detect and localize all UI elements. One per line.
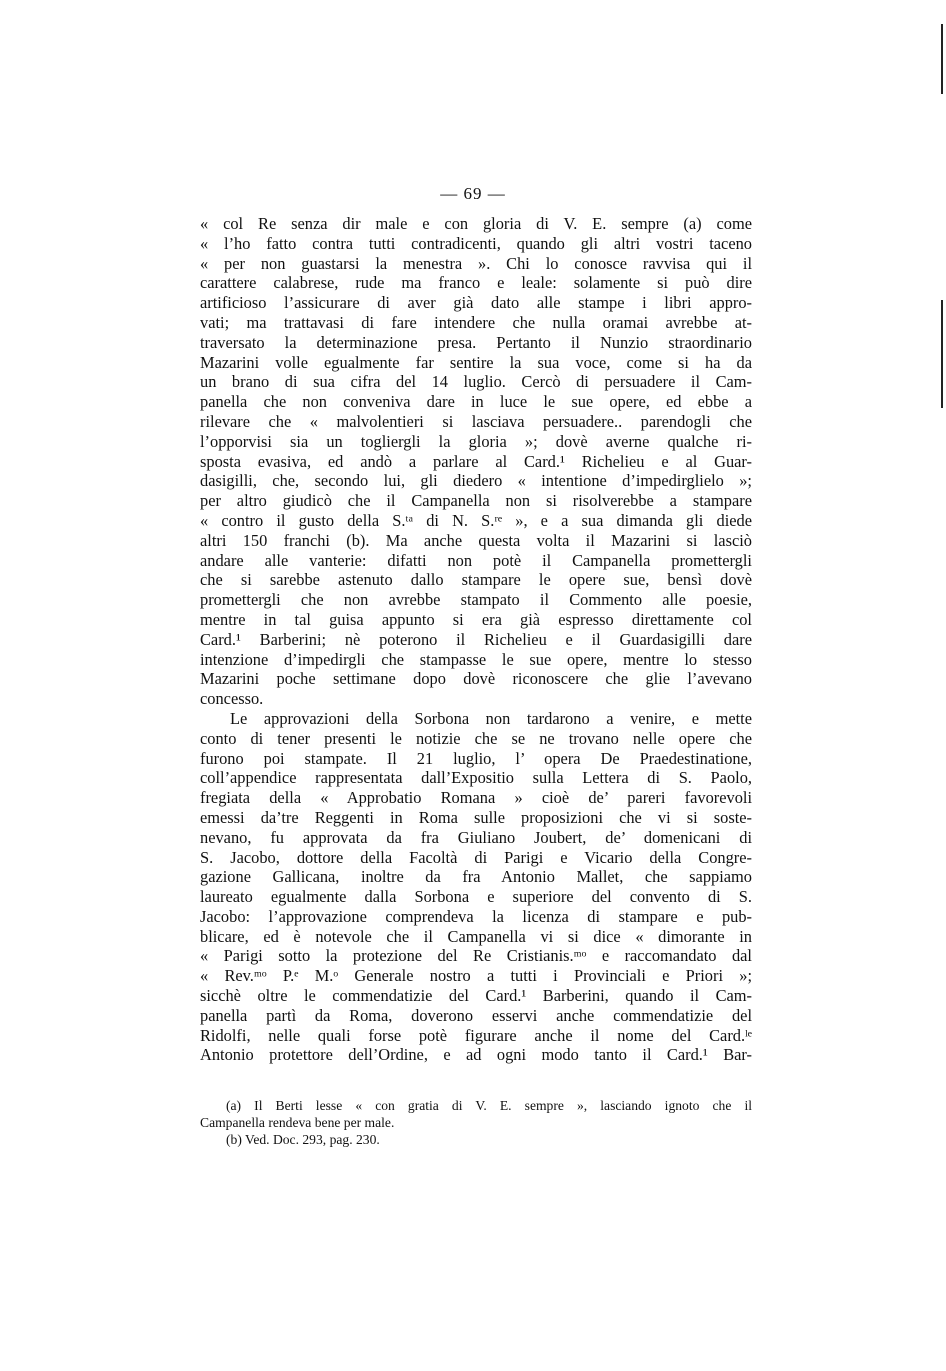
text-line: nevano, fu approvata da fra Giuliano Joubert, de’ domenicani di bbox=[200, 827, 752, 847]
text-line: « col Re senza dir male e con gloria di V. E. sempre (a) come bbox=[200, 214, 752, 233]
page-number: — 69 — bbox=[440, 184, 506, 203]
text-line: blicare, ed è notevole che il Campanella vi si dice « dimorante in bbox=[200, 926, 752, 946]
text-line: rilevare che « malvolentieri si lasciava persuadere.. parendogli che bbox=[200, 411, 752, 431]
text-line: promettergli che non avrebbe stampato il Commento alle poesie, bbox=[200, 590, 752, 610]
text-line: emessi da’tre Reggenti in Roma sulle proposizioni che vi si soste- bbox=[200, 807, 752, 827]
page-edge-mark-mid bbox=[941, 300, 943, 408]
text-line: « per non guastarsi la menestra ». Chi lo conosce ravvisa qui il bbox=[200, 253, 752, 273]
text-line: « Parigi sotto la protezione del Re Cristianis.ᵐᵒ e raccomandato dal bbox=[200, 946, 752, 966]
text-line: un brano di sua cifra del 14 luglio. Cercò di persuadere il Cam- bbox=[200, 372, 752, 392]
text-line: laureato egualmente dalla Sorbona e superiore del convento di S. bbox=[200, 887, 752, 907]
text-line: traversato la determinazione presa. Pertanto il Nunzio straordinario bbox=[200, 332, 752, 352]
footnote-a: (a) Il Berti lesse « con gratia di V. E. sempre », lasciando ignoto che il bbox=[226, 1098, 752, 1113]
text-line: sicchè oltre le commendatizie del Card.¹ Barberini, quando il Cam- bbox=[200, 986, 752, 1006]
text-line: Mazarini poche settimane dopo dovè riconoscere che glie l’avevano bbox=[200, 669, 752, 689]
footnote-a-continuation: Campanella rendeva bene per male. bbox=[200, 1115, 395, 1130]
text-line: panella che non conveniva dare in luce le sue opere, ed ebbe a bbox=[200, 392, 752, 412]
text-line: l’opporvisi sia un togliergli la gloria »; dovè averne qualche ri- bbox=[200, 431, 752, 451]
text-line: andare alle vanterie: difatti non potè il Campanella promettergli bbox=[200, 550, 752, 570]
text-line: gazione Gallicana, inoltre da fra Antonio Mallet, che sappiamo bbox=[200, 867, 752, 887]
text-line: altri 150 franchi (b). Ma anche questa volta il Mazarini si lasciò bbox=[200, 530, 752, 550]
text-line: dasigilli, che, secondo lui, gli diedero « intentione d’impedirglielo »; bbox=[200, 471, 752, 491]
text-line: per altro giudicò che il Campanella non si risolverebbe a stampare bbox=[200, 491, 752, 511]
text-line: Le approvazioni della Sorbona non tardarono a venire, e mette bbox=[230, 708, 752, 728]
text-line: Card.¹ Barberini; nè poterono il Richelieu e il Guardasigilli dare bbox=[200, 629, 752, 649]
text-line: S. Jacobo, dottore della Facoltà di Parigi e Vicario della Congre- bbox=[200, 847, 752, 867]
text-line: mentre in tal guisa appunto si era già espresso direttamente col bbox=[200, 609, 752, 629]
text-line: Jacobo: l’approvazione comprendeva la licenza di stampare e pub- bbox=[200, 906, 752, 926]
text-line: Mazarini volle egualmente far sentire la sua voce, come si ha da bbox=[200, 352, 752, 372]
text-line: panella partì da Roma, doverono esservi anche commendatizie del bbox=[200, 1005, 752, 1025]
text-line: Ridolfi, nelle quali forse potè figurare anche il nome del Card.ˡᵉ bbox=[200, 1025, 752, 1045]
text-line: sposta evasiva, ed andò a parlare al Card.¹ Richelieu e al Guar- bbox=[200, 451, 752, 471]
text-line: « contro il gusto della S.ᵗᵃ di N. S.ʳᵉ », e a sua dimanda gli diede bbox=[200, 510, 752, 530]
text-line: Antonio protettore dell’Ordine, e ad ogni modo tanto il Card.¹ Bar- bbox=[200, 1045, 752, 1065]
text-line: vati; ma trattavasi di fare intendere che nulla oramai avrebbe at- bbox=[200, 312, 752, 332]
text-line: intenzione d’impedirgli che stampasse le sue opere, mentre lo stesso bbox=[200, 649, 752, 669]
text-line: concesso. bbox=[200, 689, 264, 709]
text-line: « l’ho fatto contra tutti contradicenti, quando gli altri vostri taceno bbox=[200, 233, 752, 253]
text-line: coll’appendice rappresentata dall’Expositio sulla Lettera di S. Paolo, bbox=[200, 768, 752, 788]
text-line: conto di tener presenti le notizie che se ne trovano nelle opere che bbox=[200, 728, 752, 748]
text-line: furono poi stampate. Il 21 luglio, l’ opera De Praedestinatione, bbox=[200, 748, 752, 768]
text-line: che si sarebbe astenuto dallo stampare le opere sue, bensì dovè bbox=[200, 570, 752, 590]
text-line: fregiata della « Approbatio Romana » cioè de’ pareri favorevoli bbox=[200, 788, 752, 808]
text-line: « Rev.ᵐᵒ P.ᵉ M.ᵒ Generale nostro a tutti i Provinciali e Priori »; bbox=[200, 966, 752, 986]
footnote-b: (b) Ved. Doc. 293, pag. 230. bbox=[226, 1132, 380, 1147]
footnotes bbox=[200, 1097, 752, 1148]
text-line: carattere calabrese, rude ma franco e leale: solamente si può dire bbox=[200, 273, 752, 293]
page-edge-mark-top bbox=[941, 24, 943, 94]
body-text bbox=[200, 214, 752, 1065]
text-line: artificioso l’assicurare di aver già dato alle stampe i libri appro- bbox=[200, 293, 752, 313]
